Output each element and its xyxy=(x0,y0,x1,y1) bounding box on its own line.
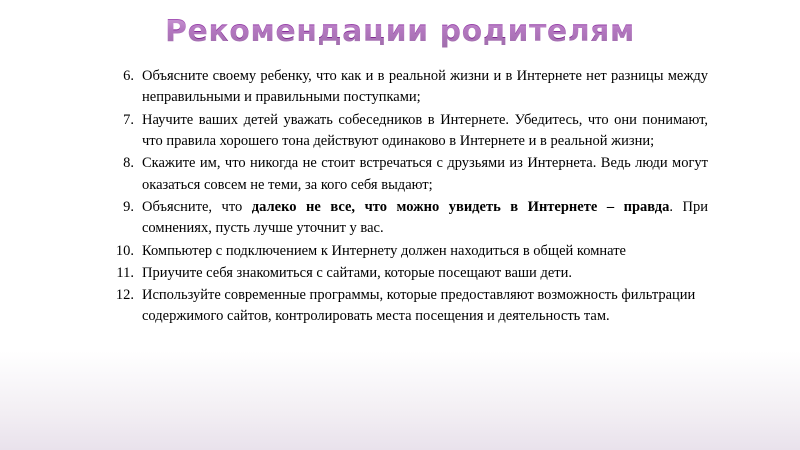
list-item-number: 6. xyxy=(123,68,134,84)
list-item xyxy=(112,263,708,284)
list-item xyxy=(112,110,708,153)
list-item xyxy=(112,197,708,240)
list-item xyxy=(112,241,708,262)
list-item-text: Используйте современные программы, которые предоставляют возможность фильтрации содержимого сайтов, контролировать места посещения и деятельность там. xyxy=(142,287,696,325)
list-item-number: 11. xyxy=(116,264,134,281)
list-item-text-emphasis: далеко не все, что можно увидеть в Интернете – правда xyxy=(251,198,670,215)
list-item-text: Компьютер с подключением к Интернету должен находиться в общей комнате xyxy=(142,242,626,259)
list-item xyxy=(112,66,708,109)
list-item-number: 8. xyxy=(123,155,134,172)
list-item-text-tail: . При сомнениях, пусть лучше уточнит у вас. xyxy=(142,198,708,237)
list-item-number: 9. xyxy=(123,198,134,215)
list-item-number: 10. xyxy=(115,242,134,259)
list-item-text-lead: Объясните, что xyxy=(142,198,252,215)
list-item-text: Приучите себя знакомиться с сайтами, которые посещают ваши дети. xyxy=(142,264,572,281)
list-item-text: Скажите им, что никогда не стоит встречаться с друзьями из Интернета. Ведь люди могут оказаться совсем не теми, за кого себя выдают; xyxy=(142,155,708,193)
list-item-text: Объясните своему ребенку, что как и в реальной жизни и в Интернете нет разницы между неправильными и правильными поступками; xyxy=(142,68,708,106)
list-item-number: 7. xyxy=(123,111,134,128)
list-item-number: 12. xyxy=(115,287,134,304)
recommendations-list xyxy=(112,66,708,329)
list-item xyxy=(112,285,708,328)
list-item-text xyxy=(142,197,708,240)
list-item-text: Научите ваших детей уважать собеседников в Интернете. Убедитесь, что они понимают, что правила хорошего тона действуют одинаково в Интернете и в реальной жизни; xyxy=(142,111,708,149)
list-item xyxy=(112,153,708,196)
page-title: Рекомендации родителям xyxy=(0,14,800,49)
